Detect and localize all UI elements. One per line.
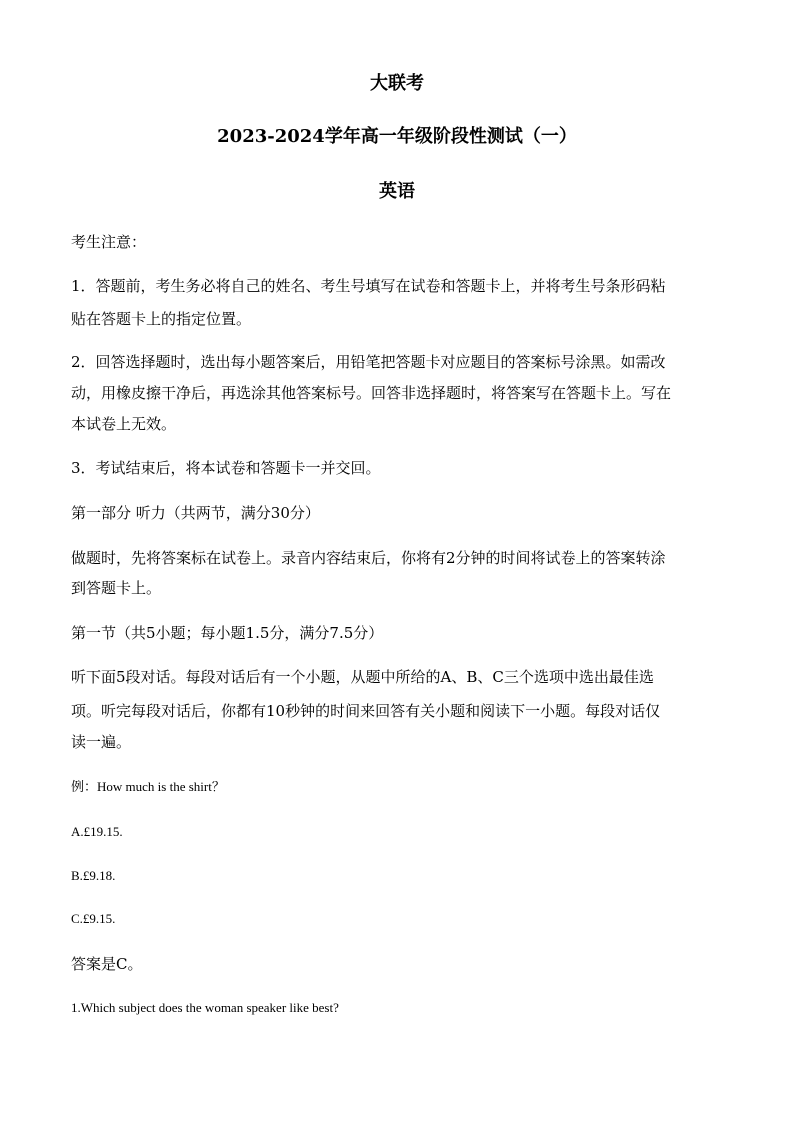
part1-instructions-line-1: 做题时，先将答案标在试卷上。录音内容结束后，你将有2分钟的时间将试卷上的答案转涂 bbox=[71, 549, 666, 567]
example-option-c: C.£9.15. bbox=[71, 911, 116, 926]
notice-item-2-line-3: 本试卷上无效。 bbox=[71, 415, 177, 433]
notice-item-1-line-2: 贴在答题卡上的指定位置。 bbox=[71, 310, 252, 328]
example-option-b: B.£9.18. bbox=[71, 868, 116, 883]
notice-item-1-line-1: 1．答题前，考生务必将自己的姓名、考生号填写在试卷和答题卡上，并将考生号条形码粘 bbox=[71, 277, 666, 295]
section1-instructions-line-3: 读一遍。 bbox=[71, 733, 132, 751]
subject-title: 英语 bbox=[379, 181, 415, 202]
notice-item-3: 3．考试结束后，将本试卷和答题卡一并交回。 bbox=[71, 459, 381, 477]
exam-title: 2023-2024学年高一年级阶段性测试（一） bbox=[217, 126, 577, 147]
notice-item-2-line-1: 2．回答选择题时，选出每小题答案后，用铅笔把答题卡对应题目的答案标号涂黑。如需改 bbox=[71, 353, 666, 371]
notice-heading: 考生注意： bbox=[71, 233, 147, 251]
part1-instructions-line-2: 到答题卡上。 bbox=[71, 579, 162, 597]
example-answer: 答案是C。 bbox=[71, 955, 143, 973]
example-option-a: A.£19.15. bbox=[71, 824, 123, 839]
section1-instructions-line-2: 项。听完每段对话后，你都有10秒钟的时间来回答有关小题和阅读下一小题。每段对话仅 bbox=[71, 702, 661, 720]
question-1: 1.Which subject does the woman speaker like best? bbox=[71, 1000, 339, 1015]
section1-instructions-line-1: 听下面5段对话。每段对话后有一个小题，从题中所给的A、B、C三个选项中选出最佳选 bbox=[71, 668, 654, 686]
section1-heading: 第一节（共5小题；每小题1.5分，满分7.5分） bbox=[71, 624, 384, 642]
exam-name: 大联考 bbox=[370, 73, 424, 94]
part1-heading: 第一部分 听力（共两节，满分30分） bbox=[71, 504, 320, 522]
example-question: 例：How much is the shirt？ bbox=[71, 779, 225, 794]
notice-item-2-line-2: 动，用橡皮擦干净后，再选涂其他答案标号。回答非选择题时，将答案写在答题卡上。写在 bbox=[71, 384, 672, 402]
